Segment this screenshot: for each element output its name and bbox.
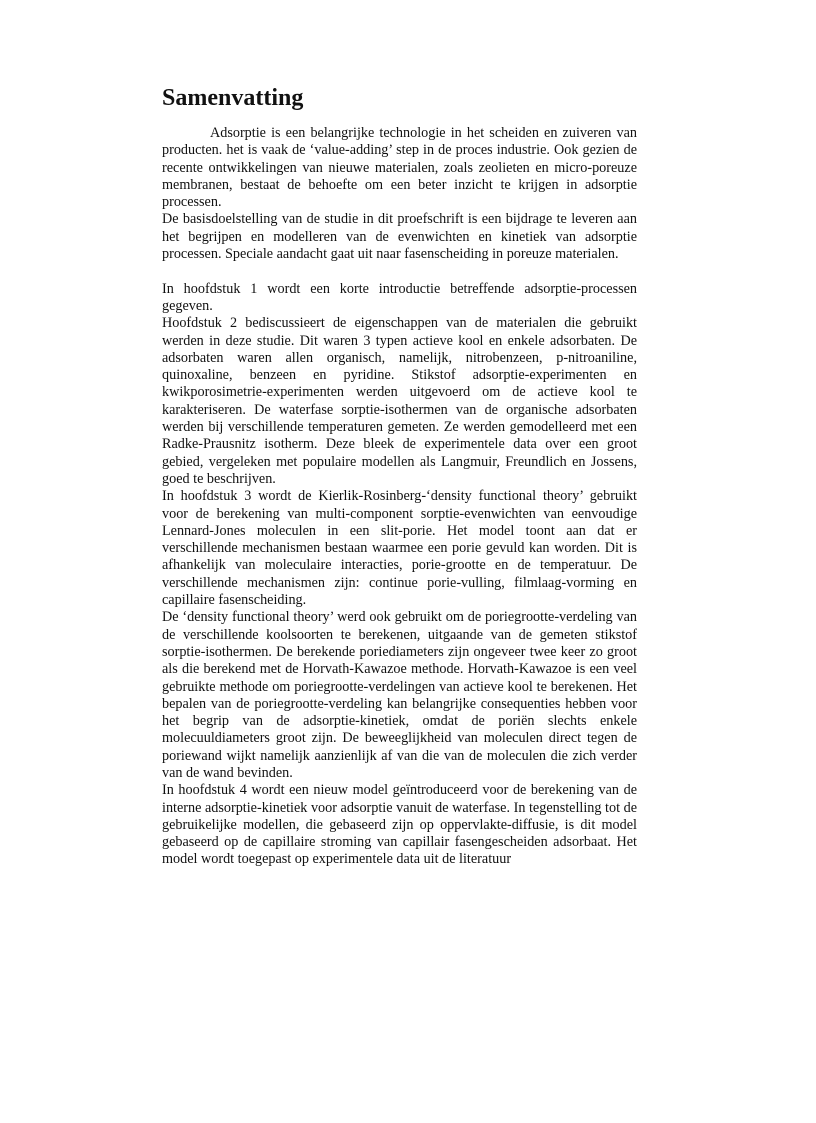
document-body — [162, 125, 637, 869]
paragraph-chapter-3: In hoofdstuk 3 wordt de Kierlik-Rosinberg-‘density functional theory’ gebruikt voor de berekening van multi-component sorptie-evenwichten van eenvoudige Lennard-Jones moleculen in een slit-porie. Het model toont aan dat er verschillende mechanismen bestaan waarmee een porie gevuld kan worden. Dit is afhankelijk van moleculaire interacties, porie-grootte en de temperatuur. De verschillende mechanismen zijn: continue porie-vulling, filmlaag-vorming en capillaire fasenscheiding. — [162, 488, 637, 609]
paragraph-intro: Adsorptie is een belangrijke technologie in het scheiden en zuiveren van producten. het is vaak de ‘value-adding’ step in de proces industrie. Ook gezien de recente ontwikkelingen van nieuwe materialen, zoals zeolieten en micro-poreuze membranen, bestaat de behoefte om een beter inzicht te krijgen in adsorptie processen. — [162, 125, 637, 211]
paragraph-density-functional-theory: De ‘density functional theory’ werd ook gebruikt om de poriegrootte-verdeling van de verschillende koolsoorten te berekenen, uitgaande van de gemeten stikstof sorptie-isothermen. De berekende poriediameters zijn ongeveer twee keer zo groot als die berekend met de Horvath-Kawazoe methode. Horvath-Kawazoe is een veel gebruikte methode om poriegrootte-verdelingen van actieve kool te berekenen. Het bepalen van de poriegrootte-verdeling kan belangrijke consequenties hebben voor het begrip van de adsorptie-kinetiek, omdat de poriën slechts enkele molecuuldiameters groot zijn. De beweeglijkheid van moleculen direct tegen de poriewand wijkt namelijk aanzienlijk af van die van de moleculen die zich verder van de wand bevinden. — [162, 609, 637, 781]
paragraph-chapter-4: In hoofdstuk 4 wordt een nieuw model geïntroduceerd voor de berekening van de interne adsorptie-kinetiek voor adsorptie vanuit de waterfase. In tegenstelling tot de gebruikelijke modellen, die gebaseerd zijn op oppervlakte-diffusie, is dit model gebaseerd op de capillaire stroming van capillair fasengescheiden adsorbaat. Het model wordt toegepast op experimentele data uit de literatuur — [162, 782, 637, 868]
paragraph-chapter-2: Hoofdstuk 2 bediscussieert de eigenschappen van de materialen die gebruikt werden in deze studie. Dit waren 3 typen actieve kool en enkele adsorbaten. De adsorbaten waren allen organisch, namelijk, nitrobenzeen, p-nitroaniline, quinoxaline, benzeen en pyridine. Stikstof adsorptie-experimenten en kwikporosimetrie-experimenten werden uitgevoerd om de actieve kool te karakteriseren. De waterfase sorptie-isothermen van de organische adsorbaten werden bij verschillende temperaturen gemeten. Ze werden gemodelleerd met een Radke-Prausnitz isotherm. Deze bleek de experimentele data over een groot gebied, vergeleken met populaire modellen als Langmuir, Freundlich en Jossens, goed te beschrijven. — [162, 315, 637, 487]
paragraph-objective: De basisdoelstelling van de studie in dit proefschrift is een bijdrage te leveren aan het begrijpen en modelleren van de evenwichten en kinetiek van adsorptie processen. Speciale aandacht gaat uit naar fasenscheiding in poreuze materialen. — [162, 211, 637, 263]
page-title: Samenvatting — [162, 85, 304, 111]
paragraph-chapter-1: In hoofdstuk 1 wordt een korte introductie betreffende adsorptie-processen gegeven. — [162, 280, 637, 314]
